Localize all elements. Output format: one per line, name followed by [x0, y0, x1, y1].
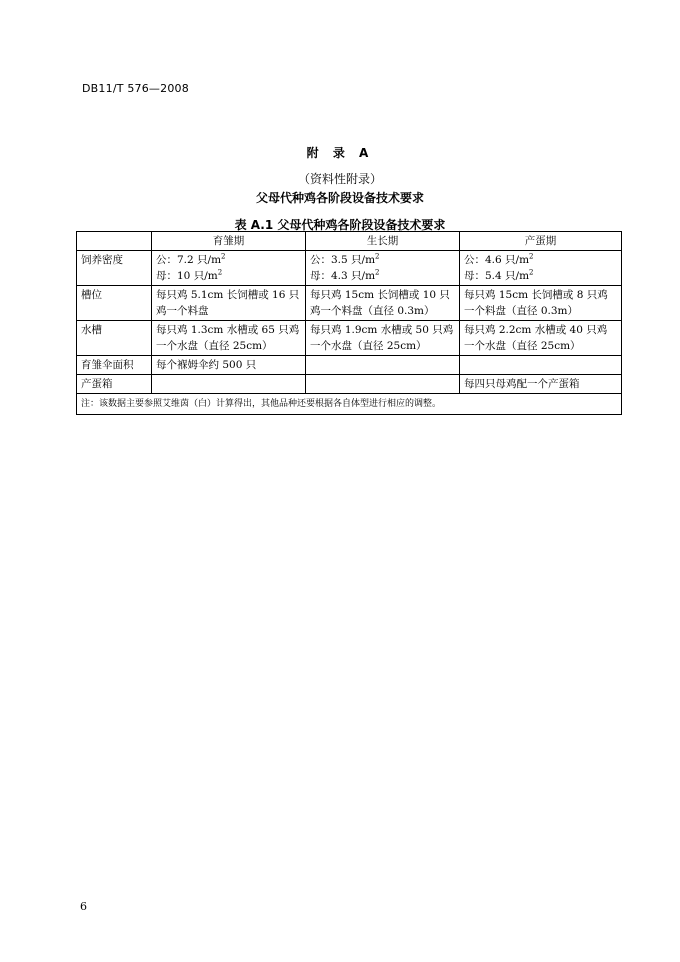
- density-female: 母：4.3 只/m: [310, 270, 376, 282]
- appendix-subject: 父母代种鸡各阶段设备技术要求: [255, 191, 424, 205]
- header-cell-growing: 生长期: [306, 232, 460, 251]
- row-label: 饲养密度: [77, 251, 152, 286]
- appendix-nature: （资料性附录）: [297, 172, 382, 186]
- row-label: 产蛋箱: [77, 375, 152, 394]
- table-row-waterer: [77, 321, 622, 356]
- table-cell: 每只鸡 2.2cm 水槽或 40 只鸡一个水盘（直径 25cm）: [460, 321, 622, 356]
- density-female: 母：5.4 只/m: [464, 270, 530, 282]
- table-cell: [460, 356, 622, 375]
- table-header-row: [77, 232, 622, 251]
- table-cell: [306, 251, 460, 286]
- table-row-nest-box: [77, 375, 622, 394]
- table-cell: 每只鸡 15cm 长饲槽或 8 只鸡一个料盘（直径 0.3m）: [460, 286, 622, 321]
- table-note: 注：该数据主要参照艾维茵（白）计算得出，其他品种还要根据各自体型进行相应的调整。: [77, 394, 622, 415]
- unit-exponent: 2: [375, 268, 380, 277]
- table-cell: 每只鸡 15cm 长饲槽或 10 只鸡一个料盘（直径 0.3m）: [306, 286, 460, 321]
- standard-code: DB11/T 576—2008: [82, 82, 189, 95]
- table-row-brooder-area: [77, 356, 622, 375]
- density-male: 公：3.5 只/m: [310, 254, 376, 266]
- table-cell: [306, 356, 460, 375]
- row-label: 水槽: [77, 321, 152, 356]
- page-number: 6: [80, 900, 87, 913]
- table-cell: [152, 375, 306, 394]
- density-male: 公：4.6 只/m: [464, 254, 530, 266]
- header-cell-empty: [77, 232, 152, 251]
- table-note-row: [77, 394, 622, 415]
- density-male: 公：7.2 只/m: [156, 254, 222, 266]
- table-cell: 每只鸡 1.3cm 水槽或 65 只鸡一个水盘（直径 25cm）: [152, 321, 306, 356]
- unit-exponent: 2: [375, 252, 380, 261]
- table-cell: 每只鸡 1.9cm 水槽或 50 只鸡一个水盘（直径 25cm）: [306, 321, 460, 356]
- unit-exponent: 2: [529, 268, 534, 277]
- table-cell: [152, 251, 306, 286]
- equipment-spec-table: [76, 231, 622, 415]
- unit-exponent: 2: [529, 252, 534, 261]
- unit-exponent: 2: [217, 268, 223, 277]
- table-cell: 每只鸡 5.1cm 长饲槽或 16 只鸡一个料盘: [152, 286, 306, 321]
- header-cell-laying: 产蛋期: [460, 232, 622, 251]
- density-female: 母：10 只/m: [156, 270, 218, 282]
- unit-exponent: 2: [221, 252, 226, 261]
- row-label: 育雏伞面积: [77, 356, 152, 375]
- table-row-feeder: [77, 286, 622, 321]
- appendix-title: 附 录 A: [306, 146, 374, 160]
- header-cell-brooding: 育雏期: [152, 232, 306, 251]
- row-label: 槽位: [77, 286, 152, 321]
- table-caption: 表 A.1 父母代种鸡各阶段设备技术要求: [234, 218, 446, 232]
- table-cell: 每个褓姆伞约 500 只: [152, 356, 306, 375]
- table-cell: [460, 251, 622, 286]
- table-cell: [306, 375, 460, 394]
- table-cell: 每四只母鸡配一个产蛋箱: [460, 375, 622, 394]
- table-row-density: [77, 251, 622, 286]
